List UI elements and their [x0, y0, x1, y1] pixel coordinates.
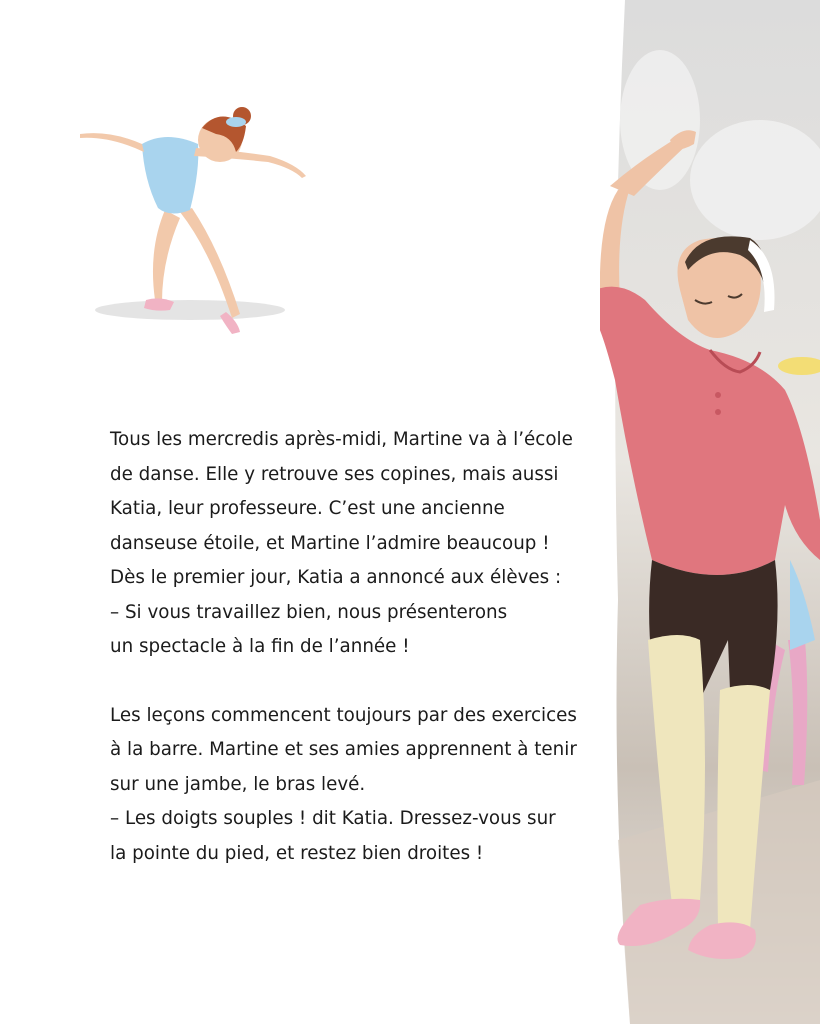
story-line: sur une jambe, le bras levé. [110, 773, 366, 795]
dancer-girl-illustration [600, 0, 820, 1024]
story-line: Dès le premier jour, Katia a annoncé aux élèves : [110, 567, 562, 588]
story-line: – Les doigts souples ! dit Katia. Dressez-vous sur [110, 808, 556, 829]
story-line: Katia, leur professeure. C’est une ancienne [110, 498, 505, 519]
story-line: à la barre. Martine et ses amies apprennent à tenir [110, 739, 577, 760]
ballerina-illustration [70, 100, 320, 345]
story-line: Tous les mercredis après-midi, Martine va à l’école [110, 429, 573, 450]
story-paragraph-1 [110, 423, 580, 665]
story-paragraph-2 [110, 699, 580, 872]
paragraph-gap [110, 665, 580, 699]
story-text [110, 423, 580, 871]
story-line: Les leçons commencent toujours par des exercices [110, 704, 577, 726]
story-line: danseuse étoile, et Martine l’admire beaucoup ! [110, 532, 550, 554]
story-line: – Si vous travaillez bien, nous présenterons [110, 601, 508, 623]
story-line: de danse. Elle y retrouve ses copines, mais aussi [110, 463, 559, 485]
story-line: la pointe du pied, et restez bien droites ! [110, 842, 484, 864]
story-line: un spectacle à la fin de l’année ! [110, 636, 410, 657]
